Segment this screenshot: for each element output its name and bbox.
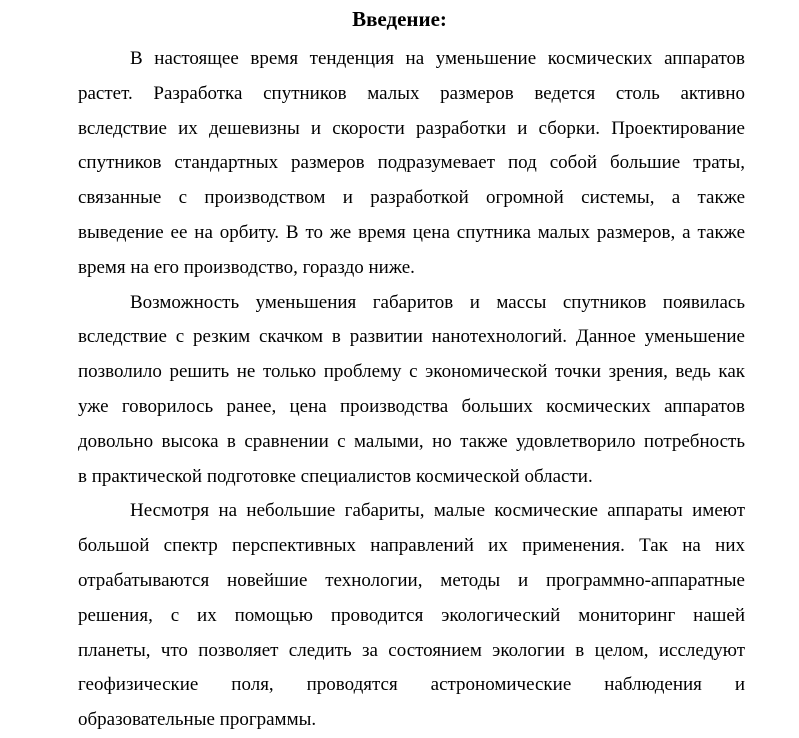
paragraph-line: планеты, что позволяет следить за состоянием экологии в целом, исследуют xyxy=(78,639,745,661)
document-body xyxy=(78,42,745,738)
paragraph-line: уже говорилось ранее, цена производства больших космических аппаратов xyxy=(78,395,745,417)
paragraph-line: довольно высока в сравнении с малыми, но также удовлетворило потребность xyxy=(78,430,745,452)
paragraph-line: отрабатываются новейшие технологии, методы и программно-аппаратные xyxy=(78,569,745,591)
paragraph-line: большой спектр перспективных направлений их применения. Так на них xyxy=(78,535,745,557)
paragraph-line: в практической подготовке специалистов космической области. xyxy=(78,465,593,487)
paragraph-line: вследствие с резким скачком в развитии нанотехнологий. Данное уменьшение xyxy=(78,326,745,348)
paragraph-line: связанные с производством и разработкой огромной системы, а также xyxy=(78,187,745,209)
paragraph-line: Возможность уменьшения габаритов и массы спутников появилась xyxy=(130,291,745,313)
paragraph-line: В настоящее время тенденция на уменьшение космических аппаратов xyxy=(130,48,745,69)
paragraph-line: Несмотря на небольшие габариты, малые космические аппараты имеют xyxy=(130,500,745,522)
paragraph-line: выведение ее на орбиту. В то же время цена спутника малых размеров, а также xyxy=(78,221,745,243)
paragraph-line: позволило решить не только проблему с экономической точки зрения, ведь как xyxy=(78,361,745,383)
paragraph-line: образовательные программы. xyxy=(78,709,317,731)
paragraph xyxy=(78,286,745,495)
paragraph-line: геофизические поля, проводятся астрономические наблюдения и xyxy=(78,674,745,696)
document-heading: Введение: xyxy=(352,7,447,31)
paragraph-line: вследствие их дешевизны и скорости разработки и сборки. Проектирование xyxy=(78,117,745,139)
paragraph-line: решения, с их помощью проводится экологический мониторинг нашей xyxy=(78,604,745,626)
paragraph xyxy=(78,494,745,738)
paragraph-line: время на его производство, гораздо ниже. xyxy=(78,256,415,278)
paragraph-line: растет. Разработка спутников малых размеров ведется столь активно xyxy=(78,82,745,104)
paragraph-line: спутников стандартных размеров подразумевает под собой большие траты, xyxy=(78,152,745,174)
paragraph xyxy=(78,42,745,286)
